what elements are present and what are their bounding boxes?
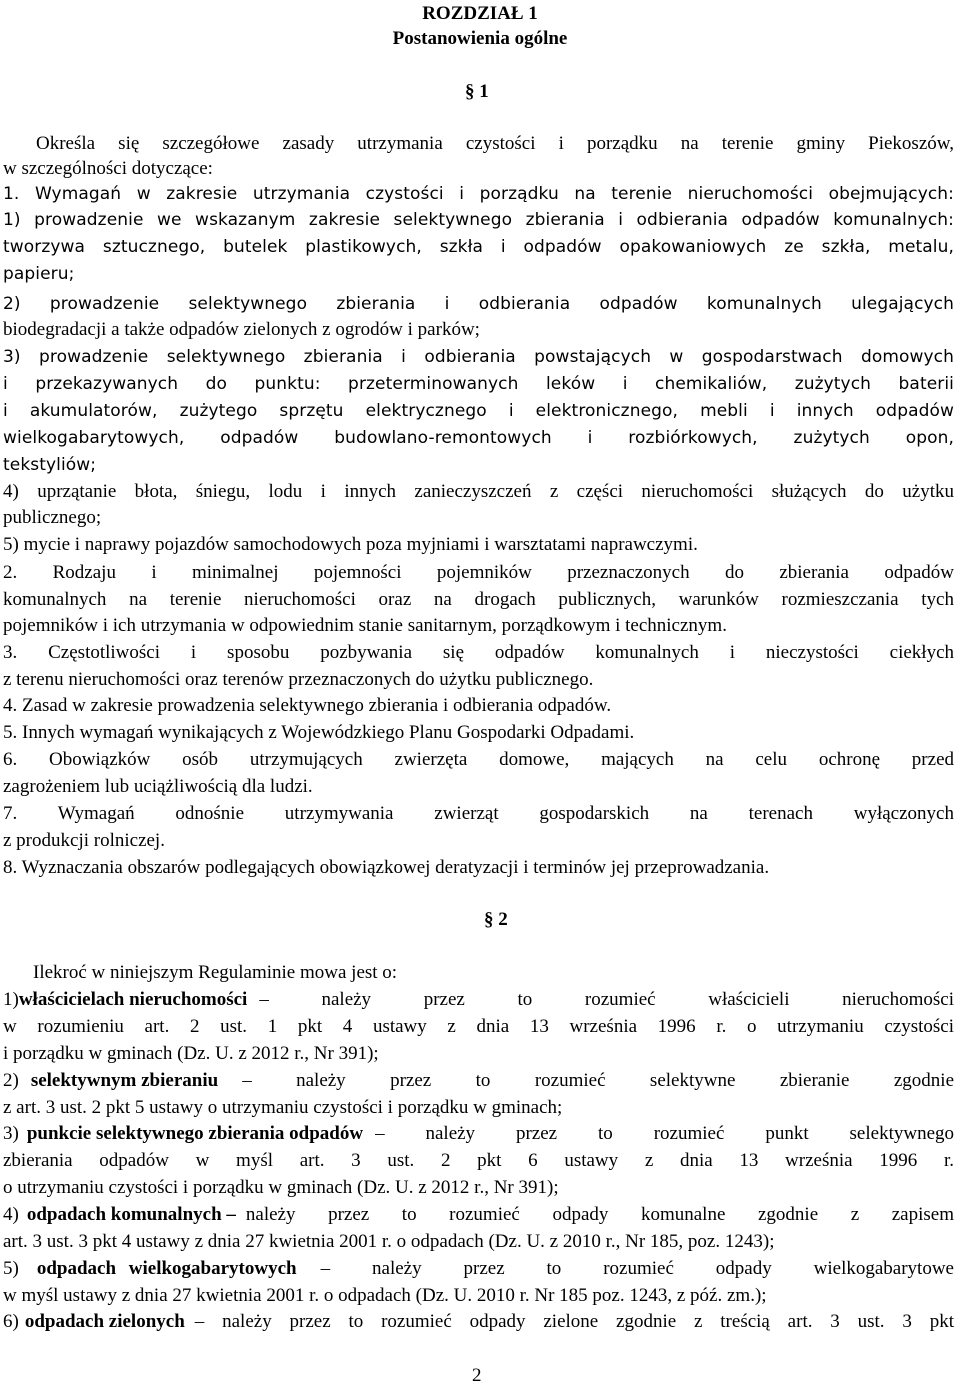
definition-3-line-3: o utrzymaniu czystości i porządku w gminach (Dz. U. z 2012 r., Nr 391);: [3, 1177, 559, 1198]
s1-line: tekstyliów;: [3, 455, 97, 475]
definition-term: selektywnym zbieraniu: [30, 1070, 219, 1091]
definition-number: 2): [3, 1070, 19, 1091]
definition-text: – należy przez to rozumieć odpady zielone zgodnie z treścią art. 3 ust. 3 pkt: [194, 1311, 954, 1332]
s1-line: 5) mycie i naprawy pojazdów samochodowych poza myjniami i warsztatami naprawczymi.: [3, 534, 698, 555]
definition-text: należy przez to rozumieć odpady komunalne zgodnie z zapisem: [245, 1204, 954, 1225]
s1-line: publicznego;: [3, 507, 102, 528]
definition-text: – należy przez to rozumieć selektywne zbieranie zgodnie: [242, 1070, 954, 1091]
section-2-intro: Ilekroć w niniejszym Regulaminie mowa jest o:: [33, 962, 398, 983]
definition-1-line-3: i porządku w gminach (Dz. U. z 2012 r., Nr 391);: [3, 1043, 379, 1064]
definition-text: – należy przez to rozumieć właścicieli nieruchomości: [259, 989, 954, 1010]
definition-term: odpadach zielonych: [24, 1311, 185, 1332]
definition-number: 4): [3, 1204, 19, 1225]
s1-line: 4) uprzątanie błota, śniegu, lodu i innych zanieczyszczeń z części nieruchomości służących do użytku: [3, 481, 954, 502]
s1-line: 8. Wyznaczania obszarów podlegających obowiązkowej deratyzacji i terminów jej przeprowadzania.: [3, 857, 770, 878]
definition-4-line-1: [3, 1203, 954, 1227]
s1-line: z terenu nieruchomości oraz terenów przeznaczonych do użytku publicznego.: [3, 669, 594, 690]
s1-line: biodegradacji a także odpadów zielonych z ogrodów i parków;: [3, 319, 480, 340]
s1-line: wielkogabarytowych, odpadów budowlano-remontowych i rozbiórkowych, zużytych opon,: [3, 428, 954, 448]
definition-number: 1): [3, 989, 19, 1010]
s1-line: tworzywa sztucznego, butelek plastikowych, szkła i odpadów opakowaniowych ze szkła, metalu,: [3, 237, 954, 257]
s1-line: 2) prowadzenie selektywnego zbierania i odbierania odpadów komunalnych ulegających: [3, 294, 954, 314]
definition-number: 5): [3, 1258, 19, 1279]
s1-line: pojemników i ich utrzymania w odpowiednim stanie sanitarnym, porządkowym i technicznym.: [3, 615, 727, 636]
page-number: 2: [472, 1365, 482, 1386]
s1-line: 1) prowadzenie we wskazanym zakresie selektywnego zbierania i odbierania odpadów komunalnych:: [3, 210, 954, 230]
s1-line: z produkcji rolniczej.: [3, 830, 165, 851]
s1-line: zagrożeniem lub uciążliwością dla ludzi.: [3, 776, 313, 797]
s1-line: i przekazywanych do punktu: przeterminowanych leków i chemikaliów, zużytych baterii: [3, 374, 954, 394]
definition-text: – należy przez to rozumieć punkt selektywnego: [375, 1123, 954, 1144]
chapter-title: ROZDZIAŁ 1: [422, 3, 538, 24]
definition-term: właścicielach nieruchomości: [18, 989, 248, 1010]
definition-2-line-2: z art. 3 ust. 2 pkt 5 ustawy o utrzymaniu czystości i porządku w gminach;: [3, 1097, 563, 1118]
definition-4-line-2: art. 3 ust. 3 pkt 4 ustawy z dnia 27 kwietnia 2001 r. o odpadach (Dz. U. z 2010 r., Nr 185, poz. 1243);: [3, 1231, 775, 1252]
definition-number: 3): [3, 1123, 19, 1144]
definition-5-line-2: w myśl ustawy z dnia 27 kwietnia 2001 r. o odpadach (Dz. U. 2010 r. Nr 185 poz. 1243, z póź. zm.);: [3, 1285, 767, 1306]
s1-line: i akumulatorów, zużytego sprzętu elektrycznego i elektronicznego, mebli i innych odpadów: [3, 401, 954, 421]
definition-number: 6): [3, 1311, 19, 1332]
s1-line: komunalnych na terenie nieruchomości oraz na drogach publicznych, warunków rozmieszczania tych: [3, 589, 954, 610]
definition-6-line-1: [3, 1310, 954, 1334]
s1-line: 2. Rodzaju i minimalnej pojemności pojemników przeznaczonych do zbierania odpadów: [3, 562, 954, 583]
section-2-heading: § 2: [484, 909, 508, 930]
s1-line: 3) prowadzenie selektywnego zbierania i odbierania powstających w gospodarstwach domowych: [3, 347, 954, 367]
definition-3-line-1: [3, 1122, 954, 1146]
s1-line: 3. Częstotliwości i sposobu pozbywania się odpadów komunalnych i nieczystości ciekłych: [3, 642, 954, 663]
definition-term: odpadach komunalnych –: [26, 1204, 236, 1225]
definition-1-line-2: w rozumieniu art. 2 ust. 1 pkt 4 ustawy z dnia 13 września 1996 r. o utrzymaniu czystości: [3, 1016, 954, 1037]
s1-line: 1. Wymagań w zakresie utrzymania czystości i porządku na terenie nieruchomości obejmujących:: [3, 184, 954, 204]
section-1-heading: § 1: [465, 81, 489, 102]
definition-2-line-1: [3, 1069, 954, 1093]
chapter-subtitle: Postanowienia ogólne: [392, 28, 568, 49]
definition-3-line-2: zbierania odpadów w myśl art. 3 ust. 2 pkt 6 ustawy z dnia 13 września 1996 r.: [3, 1150, 954, 1171]
s1-line: 7. Wymagań odnośnie utrzymywania zwierząt gospodarskich na terenach wyłączonych: [3, 803, 954, 824]
s1-line: 6. Obowiązków osób utrzymujących zwierzęta domowe, mających na celu ochronę przed: [3, 749, 954, 770]
s1-line: papieru;: [3, 264, 75, 284]
section-1-intro-line-2: w szczególności dotyczące:: [3, 158, 213, 179]
definition-term: odpadach wielkogabarytowych: [36, 1258, 297, 1279]
definition-1-line-1: [3, 988, 954, 1012]
s1-line: 4. Zasad w zakresie prowadzenia selektywnego zbierania i odbierania odpadów.: [3, 695, 612, 716]
definition-text: – należy przez to rozumieć odpady wielkogabarytowe: [320, 1258, 954, 1279]
definition-term: punkcie selektywnego zbierania odpadów: [26, 1123, 364, 1144]
s1-line: 5. Innych wymagań wynikających z Wojewódzkiego Planu Gospodarki Odpadami.: [3, 722, 635, 743]
definition-5-line-1: [3, 1257, 954, 1281]
section-1-intro-line-1: Określa się szczegółowe zasady utrzymania czystości i porządku na terenie gminy Piekoszów,: [36, 133, 954, 154]
